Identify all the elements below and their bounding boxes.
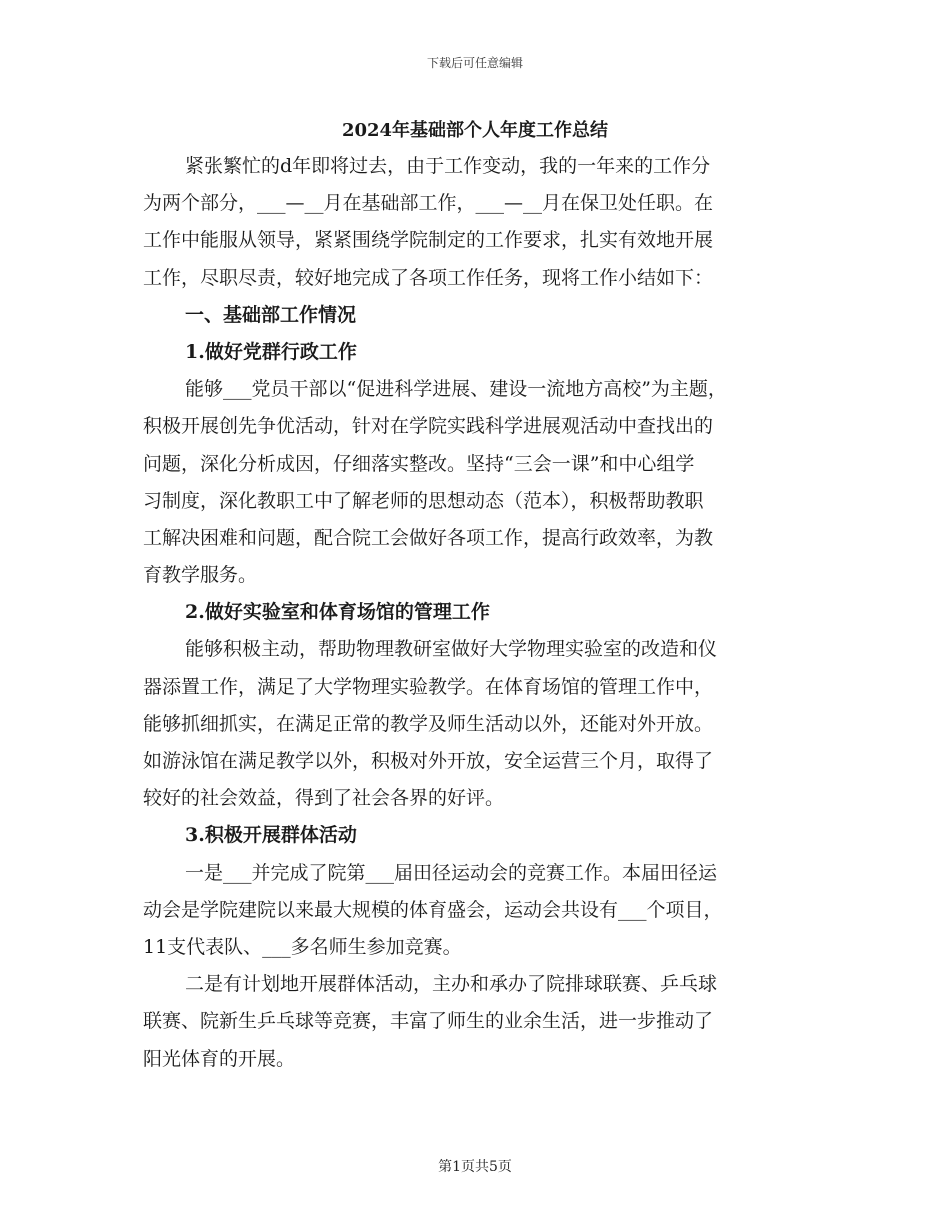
body-text-line: 为两个部分，___—__月在基础部工作，___—__月在保卫处任职。在 — [143, 192, 714, 215]
section-heading: 1.做好党群行政工作 — [185, 340, 357, 363]
body-text-line: 工解决困难和问题，配合院工会做好各项工作，提高行政效率，为教 — [143, 526, 714, 549]
body-text-line: 紧张繁忙的d年即将过去，由于工作变动，我的一年来的工作分 — [185, 155, 711, 177]
body-text-line: 二是有计划地开展群体活动，主办和承办了院排球联赛、乒乓球 — [185, 973, 718, 996]
body-text-line: 问题，深化分析成因，仔细落实整改。坚持“三会一课”和中心组学 — [143, 452, 695, 475]
body-text-line: 积极开展创先争优活动，针对在学院实践科学进展观活动中查找出的 — [143, 415, 714, 438]
body-text-line: 育教学服务。 — [143, 564, 258, 587]
body-text-line: 能够___党员干部以“促进科学进展、建设一流地方高校”为主题， — [185, 378, 727, 401]
section-heading: 2.做好实验室和体育场馆的管理工作 — [185, 601, 490, 624]
body-text-line: 如游泳馆在满足教学以外，积极对外开放，安全运营三个月，取得了 — [143, 750, 714, 772]
body-text-line: 工作，尽职尽责，较好地完成了各项工作任务，现将工作小结如下： — [143, 266, 714, 289]
document-title: 2024年基础部个人年度工作总结 — [341, 120, 609, 141]
body-text-line: 习制度，深化教职工中了解老师的思想动态（范本），积极帮助教职 — [143, 489, 704, 512]
page-number: 第1页共5页 — [438, 1159, 512, 1175]
body-text-line: 11支代表队、___多名师生参加竞赛。 — [143, 935, 462, 958]
body-text-line: 动会是学院建院以来最大规模的体育盛会，运动会共设有___个项目， — [143, 898, 723, 921]
document-body — [143, 148, 833, 1078]
body-text-line: 器添置工作，满足了大学物理实验教学。在体育场馆的管理工作中， — [143, 675, 714, 698]
body-text-line: 一是___并完成了院第___届田径运动会的竞赛工作。本届田径运 — [185, 861, 718, 884]
header-note: 下载后可任意编辑 — [426, 56, 523, 70]
body-text-line: 联赛、院新生乒乓球等竞赛，丰富了师生的业余生活，进一步推动了 — [143, 1010, 714, 1033]
body-text-line: 阳光体育的开展。 — [143, 1047, 296, 1070]
body-text-line: 较好的社会效益，得到了社会各界的好评。 — [143, 787, 505, 810]
body-text-line: 能够抓细抓实，在满足正常的教学及师生活动以外，还能对外开放。 — [143, 712, 714, 735]
section-heading: 3.积极开展群体活动 — [185, 824, 357, 847]
body-text-line: 工作中能服从领导，紧紧围绕学院制定的工作要求，扎实有效地开展 — [143, 229, 714, 252]
body-text-line: 能够积极主动，帮助物理教研室做好大学物理实验室的改造和仪 — [185, 638, 718, 661]
section-heading: 一、基础部工作情况 — [185, 303, 357, 326]
